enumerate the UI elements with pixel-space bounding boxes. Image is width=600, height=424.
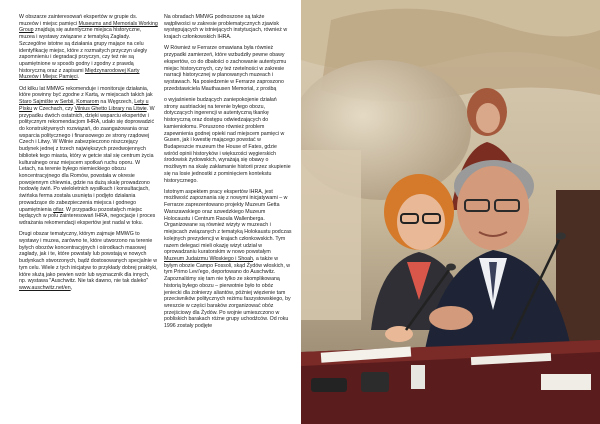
text-run: . W przypadku dwóch ostatnich, dzięki wsparciu ekspertów i politycznym rekomendacjom IHRA, udało się doprowadzić do konstruktywnych rozwiązań, do zaangażowania oraz wsparcia politycznego i finansowego ze strony rządowej Czech i Litwy. W Wilnie zabezpieczono niszczejący budynek jednej z trzech największych przedwojennych bibliotek tego miasta, który w getcie stał się centrum życia kulturalnego oraz miejscem spotkań ruchu oporu. W Letach, na terenie byłego niemieckiego obozu koncentracyjnego dla Romów, powstała w okresie powojennym chlewnia, gdzie na dużą skalę prowadzono hodowlę świń. Po wieloletnich wysiłkach i konsultacjach, świńska ferma została usunięta i podjęto działania prowadzące do zabezpieczenia miejsca i godnego upamiętnienia (19, 105, 155, 213)
paragraph (164, 45, 292, 92)
paragraph (19, 86, 158, 227)
inline-link[interactable]: Międzynarodowej Karty Muzeów i Miejsc Pamięci (19, 67, 140, 81)
paragraph (164, 97, 292, 184)
text-run: . (77, 74, 80, 81)
inline-link[interactable]: www.auschwitz.net/en (19, 285, 71, 292)
text-column-left (19, 14, 158, 296)
text-run: Na obradach MMWG podnoszone są także wątpliwości w zakresie problematycznych zjawisk występujących w istniejących instytucjach, również w krajach członkowskich IHRA. (164, 14, 288, 41)
paragraph (19, 14, 158, 81)
text-run: Od kilku lat MMWG rekomenduje i monitoruje działania, które powinny być zgodne z Kartą, w miejscach takich jak (19, 85, 153, 99)
text-run: na Węgrzech, (98, 99, 135, 106)
paragraph (164, 189, 292, 330)
inline-link[interactable]: Vilnius Ghetto Library na Litwie (74, 105, 147, 112)
inline-link[interactable]: ofiar (53, 206, 64, 213)
inline-link[interactable]: Komarom (76, 99, 99, 106)
text-run: znajdują się autentyczne miejsca historyczne, muzea i wystawy związane z tematyką Zagłady. Szczególne istotne są działania grupy mające na celu identyfikację miejsc, które z rozmaitych przyczyn uległy zapomnieniu i degradacji przyczyn, czy też nie są upamiętnione w sposób godny i zgodny z prawdą historyczną oraz z zapisami (19, 27, 148, 74)
paragraph (19, 231, 158, 291)
text-run: , (70, 285, 73, 292)
inline-link[interactable]: Muzeum Judaizmu Włoskiego i Shoah (164, 255, 253, 262)
inline-link[interactable]: Museums and Memorials Working Group (19, 20, 158, 34)
inline-link[interactable]: Lety u Písku (19, 99, 149, 112)
text-run: w Czechach, czy (32, 105, 75, 112)
text-run: W obszarze zainteresowań ekspertów w grupie ds. muzeów i miejsc pamięci (19, 14, 138, 27)
inline-link[interactable]: Staro Sajmište w Serbii (19, 99, 74, 106)
paragraph (164, 14, 292, 41)
conference-photo (301, 0, 600, 424)
text-run: Drugi obszar tematyczny, którym zajmuje MMWG to wystawy i muzea, zarówno te, które utworzono na terenie byłych obozów koncentracyjnych i ośrodkach masowej zagłady, jak i te, które powstały lub powstają w nowych budynkach stworzonych, bądź dostosowanych specjalnie w tym celu. Wiele z tych inicjatyw to przykłady dobrej praktyki, które służą jako pewien wzór lub wyznacznik dla innych, np. wystawa "Auschwitz. Nie tak dawno, nie tak daleko" (19, 231, 158, 285)
text-run: . W przypadku pozostałych miejsc będących w polu zainteresowań IHRA, negocjacje i proces wdrażania rekomendacji ekspertów jest nadal w toku. (19, 206, 156, 227)
text-column-middle (164, 14, 292, 334)
text-run: W Również w Ferrarze omawiana była również przypadki zamierzeń, które wzbudziły pewne obawy ekspertów, co do dbałości o zachowanie autentyzmu miejsc historycznych, czy też rzetelności w zakresie narracji historycznej w planowanych muzeach i wystawach. Na posiedzenie w Ferrarze zaproszono przedstawiciela Mauthausen Memorial, z prośbą (164, 45, 287, 92)
text-run: o wyjaśnienie budzących zaniepokojenie działań strony austriackiej na terenie byłego obozu, dotyczących ingerencji w autentyczną tkankę historyczną oraz dostępu odwiedzających do kamieniołomu. Poruszono również problem zapewnienia godnej opieki nad miejscem pamięci w Gusen, jak i kwestię mającego powstać w Budapeszcie muzeum the House of Fates, gdzie wśród opinii historyków i większości węgierskich środowisk żydowskich, wyrażają się obawy o możliwym na skalę zakłamanie historii przez skupienie się na losie jednostki z pominięciem kontekstu historycznego. (164, 96, 291, 184)
text-run: , (73, 99, 77, 106)
text-run: Istotnym aspektem pracy ekspertów IHRA, jest możliwość zapoznania się z nowymi inicjatywami – w Ferrarze zaprezentowano projekty Muzeum Getta Warszawskiego oraz szwedzkiego Muzeum Holocaustu i Centrum Raoula Wallenberga. Organizowane są również wizyty w muzeach i miejscach związanych z tematyką Holokaustu podczas kolejnych prezydencji w krajach członkowskich. Tym razem delegaci mieli okazję wizyt udział w oprowadzaniu kuratorskim w nowo powstałym (164, 188, 292, 256)
text-run: , a także w byłym obozie Campo Fossoli, skąd Żydów włoskich, w tym Primo Levi'ego, deportowano do Auschwitz. Zapoznaliśmy się tam nie tylko ze skomplikowaną historią byłego obozu – pierwotnie było to obóz jeniecki dla żołnierzy aliantów, później więzienie tam przeciwników politycznych reżimu faszystowskiego, by wreszcie w części baraków zorganizować obóz przejściowy dla Żydów. Po wojnie umieszczono w pobliskich barakach różne grupy uchodźców. Od roku 1996 zostały podjęte (164, 255, 291, 330)
